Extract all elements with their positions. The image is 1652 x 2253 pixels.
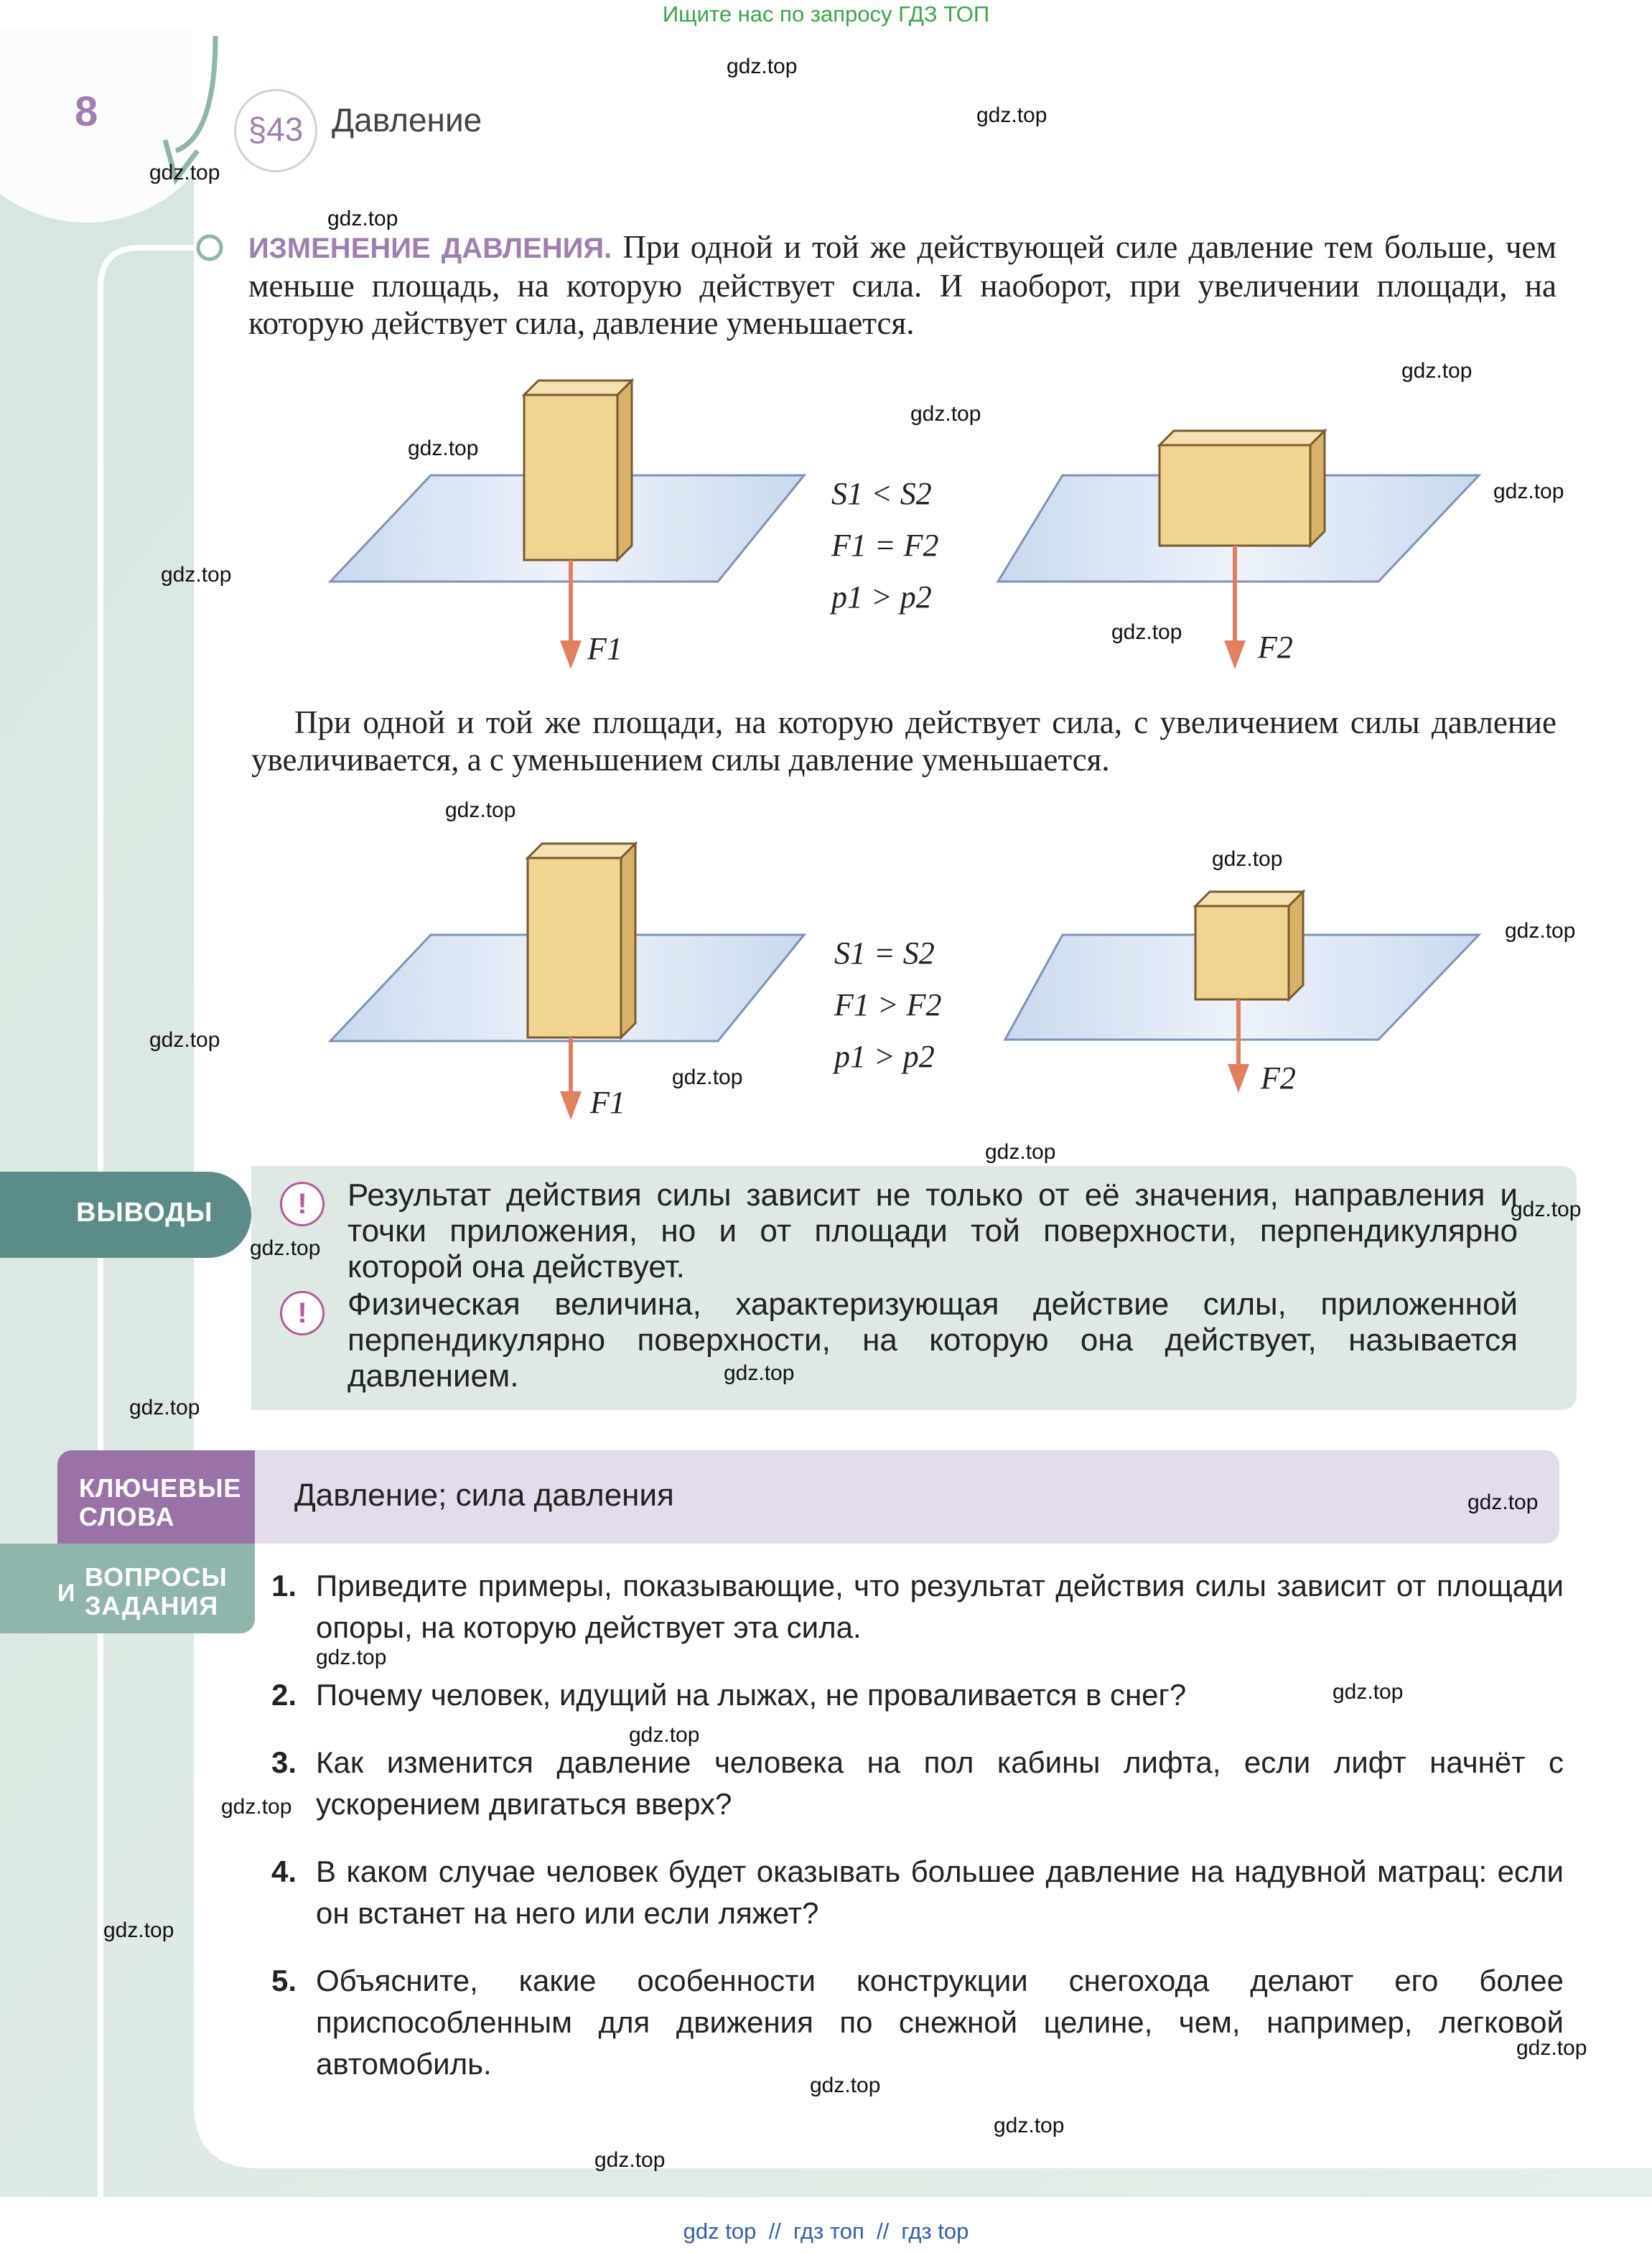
watermark: gdz.top (1493, 480, 1564, 503)
paragraph-2: При одной и той же площади, на которую действует сила, с увеличением силы давление увеличивается, а с уменьшением силы давление уменьшается. (251, 704, 1557, 778)
question-item (271, 1960, 1564, 2085)
keywords-bar (57, 1450, 1559, 1544)
diagram1-formula-2: F1 = F2 (831, 528, 939, 563)
question-item (271, 1742, 1564, 1825)
intro-text: При одной и той же действующей силе давление тем больше, чем меньше площадь, на которую действует сила. И наоборот, при увеличении площади, на которую действует сила, давление уменьшается. (248, 229, 1557, 341)
watermark: gdz.top (408, 437, 479, 460)
section-badge (234, 89, 317, 172)
watermark: gdz.top (594, 2148, 666, 2172)
diagram1-formula-1: S1 < S2 (831, 476, 932, 511)
watermark: gdz.top (1212, 847, 1283, 871)
questions-label-and: И (57, 1580, 76, 1607)
exclamation-icon: ! (280, 1182, 325, 1226)
section-title: Давление (332, 101, 482, 139)
watermark: gdz.top (1505, 919, 1576, 943)
footer-links[interactable]: gdz top // гдз топ // гдз top (683, 2219, 969, 2244)
question-number: 4. (271, 1855, 297, 1888)
diagram1-force-right-label: F2 (1258, 630, 1293, 665)
block-tall-left (524, 381, 632, 560)
question-item (271, 1851, 1564, 1934)
block-small-right (1195, 892, 1303, 999)
diagram2-formula-3: p1 > p2 (834, 1039, 935, 1074)
conclusion-item-1: Результат действия силы зависит не только от её значения, направления и точки приложения, но и от площади той поверхности, перпендикулярно которой она действует. (347, 1177, 1518, 1284)
question-text: Объясните, какие особенности конструкции снегохода делают его более приспособленным для движения по снежной целине, чем, например, легковой автомобиль. (316, 1964, 1564, 2081)
exclamation-icon: ! (280, 1291, 325, 1335)
questions-label-line2: ЗАДАНИЯ (85, 1591, 219, 1620)
question-text: В каком случае человек будет оказывать большее давление на надувной матрац: если он встанет на него или если ляжет? (316, 1855, 1564, 1930)
watermark: gdz.top (149, 1028, 220, 1052)
block-flat-right (1159, 431, 1325, 546)
question-number: 3. (271, 1745, 297, 1779)
intro-heading: ИЗМЕНЕНИЕ ДАВЛЕНИЯ. (248, 233, 612, 264)
watermark: gdz.top (149, 161, 220, 185)
watermark: gdz.top (672, 1065, 743, 1089)
diagram2-formula-1: S1 = S2 (834, 936, 935, 971)
keywords-label-line2: СЛОВА (79, 1502, 175, 1531)
watermark: gdz.top (994, 2114, 1065, 2137)
block-tall-left (528, 844, 635, 1037)
diagram1-formula-3: p1 > p2 (831, 579, 932, 615)
watermark: gdz.top (129, 1396, 200, 1419)
question-text: Почему человек, идущий на лыжах, не проваливается в снег? (316, 1678, 1187, 1712)
conclusion-item-2: Физическая величина, характеризующая действие силы, приложенной перпендикулярно поверхности, на которую она действует, называется давлением. (347, 1287, 1518, 1394)
section-number: §43 (248, 111, 304, 148)
questions-label-line1: ВОПРОСЫ (85, 1562, 228, 1592)
question-number: 5. (271, 1964, 297, 1997)
watermark: gdz.top (1333, 1680, 1404, 1704)
watermark: gdz.top (727, 55, 798, 78)
watermark: gdz.top (103, 1918, 174, 1942)
watermark: gdz.top (1467, 1491, 1539, 1514)
watermark: gdz.top (161, 563, 232, 587)
watermark: gdz.top (316, 1646, 387, 1669)
questions-label-tab (0, 1544, 255, 1633)
page-number: 8 (75, 88, 98, 135)
watermark: gdz.top (976, 103, 1047, 127)
diagram-2 (316, 826, 1493, 1127)
keywords-label-tab (57, 1450, 255, 1544)
watermark: gdz.top (221, 1795, 292, 1819)
diagram-1 (316, 373, 1493, 675)
watermark: gdz.top (810, 2074, 881, 2097)
keywords-label-line1: КЛЮЧЕВЫЕ (79, 1473, 242, 1503)
watermark: gdz.top (327, 207, 398, 230)
conclusions-label: ВЫВОДЫ (76, 1198, 213, 1228)
watermark: gdz.top (445, 798, 516, 822)
watermark: gdz.top (250, 1236, 321, 1260)
question-number: 2. (271, 1678, 297, 1712)
question-item (271, 1565, 1564, 1648)
diagram2-formula-2: F1 > F2 (834, 987, 942, 1022)
diagram2-force-left-label: F1 (590, 1085, 625, 1120)
watermark: gdz.top (910, 402, 981, 426)
watermark: gdz.top (629, 1723, 700, 1747)
keywords-text: Давление; сила давления (294, 1478, 674, 1513)
watermark: gdz.top (1111, 620, 1182, 644)
intro-paragraph (248, 228, 1557, 342)
watermark: gdz.top (1401, 359, 1473, 383)
top-banner[interactable]: Ищите нас по запросу ГДЗ ТОП (662, 1, 990, 27)
watermark: gdz.top (985, 1140, 1056, 1164)
question-number: 1. (271, 1569, 297, 1603)
watermark: gdz.top (1511, 1198, 1582, 1221)
diagram1-force-left-label: F1 (587, 631, 622, 666)
conclusions-label-tab (0, 1172, 251, 1258)
question-text: Как изменится давление человека на пол кабины лифта, если лифт начнёт с ускорением двигаться вверх? (316, 1745, 1564, 1821)
diagram2-force-right-label: F2 (1261, 1060, 1296, 1096)
watermark: gdz.top (724, 1361, 795, 1385)
watermark: gdz.top (1516, 2036, 1587, 2060)
question-text: Приведите примеры, показывающие, что результат действия силы зависит от площади опоры, на которую действует эта сила. (316, 1569, 1564, 1644)
